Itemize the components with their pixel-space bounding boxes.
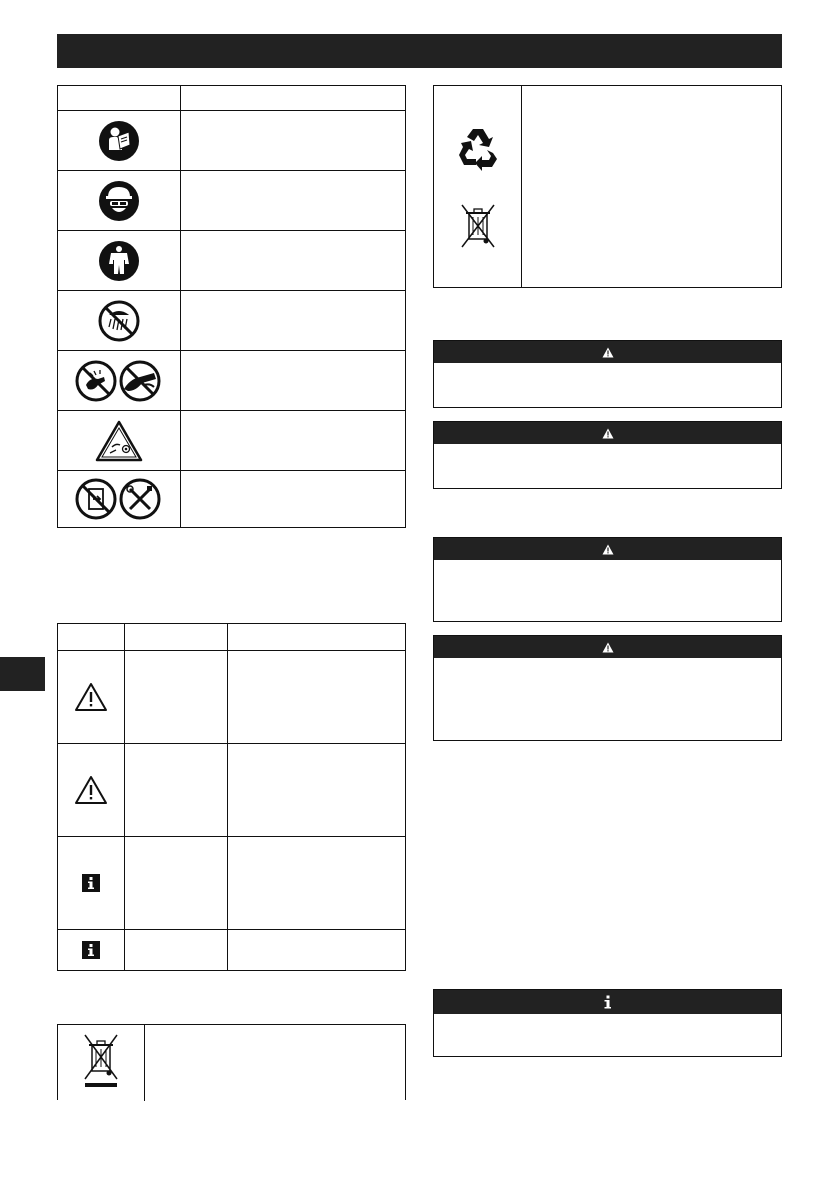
info-icon xyxy=(604,995,612,1009)
info-box xyxy=(433,989,782,1057)
warning-triangle-icon xyxy=(602,642,614,653)
hazard-row xyxy=(58,930,406,971)
symbols-header-symbol xyxy=(58,86,181,111)
symbols-table xyxy=(57,85,406,528)
symbols-row-text xyxy=(181,351,406,411)
symbols-row-text xyxy=(181,231,406,291)
section-header-bar xyxy=(57,34,782,68)
language-side-tab xyxy=(0,657,45,691)
hazard-row-text xyxy=(228,744,406,837)
symbols-row-text xyxy=(181,411,406,471)
symbols-row xyxy=(58,231,406,291)
warning-box xyxy=(433,340,782,408)
hazard-row-word xyxy=(125,651,228,744)
hazard-row xyxy=(58,651,406,744)
protective-clothing-icon xyxy=(98,240,140,282)
hazard-row-word xyxy=(125,837,228,930)
symbols-row-text xyxy=(181,471,406,528)
hazard-table-header xyxy=(58,624,406,651)
recycle-box xyxy=(433,85,782,288)
symbols-row xyxy=(58,471,406,528)
symbols-row xyxy=(58,411,406,471)
warning-box xyxy=(433,635,782,741)
symbols-row xyxy=(58,351,406,411)
info-icon xyxy=(82,941,100,959)
info-icon xyxy=(82,874,100,892)
symbols-row-text xyxy=(181,111,406,171)
hazard-row-word xyxy=(125,744,228,837)
hazard-header-signal-word xyxy=(125,624,228,651)
warning-triangle-icon xyxy=(602,544,614,555)
read-manual-icon xyxy=(98,120,140,162)
recycle-icon xyxy=(453,123,503,173)
symbols-row-text xyxy=(181,291,406,351)
keep-hands-away-icon xyxy=(74,359,164,403)
hazard-header-meaning xyxy=(228,624,406,651)
remove-battery-before-maintenance-icon xyxy=(74,477,164,521)
warning-triangle-icon xyxy=(74,682,108,712)
warning-triangle-icon xyxy=(602,428,614,439)
symbols-row-text xyxy=(181,171,406,231)
disposal-box-divider xyxy=(144,1025,145,1101)
warning-box xyxy=(433,537,782,622)
no-rain-icon xyxy=(97,299,141,343)
warning-box-bar xyxy=(434,341,781,363)
symbols-row xyxy=(58,291,406,351)
hazard-row-text xyxy=(228,837,406,930)
hazard-row xyxy=(58,744,406,837)
helmet-goggles-mask-icon xyxy=(98,180,140,222)
warning-box-bar xyxy=(434,538,781,560)
info-box-bar xyxy=(434,990,781,1014)
hazard-header-symbol xyxy=(58,624,125,651)
recycle-text xyxy=(522,86,782,288)
warning-triangle-icon xyxy=(74,775,108,805)
hazard-row-word xyxy=(125,930,228,971)
crossed-bin-bar-icon xyxy=(79,1031,123,1091)
hazard-table xyxy=(57,623,406,971)
symbols-table-header xyxy=(58,86,406,111)
hazard-row-text xyxy=(228,651,406,744)
hazard-row xyxy=(58,837,406,930)
hazard-row-text xyxy=(228,930,406,971)
disposal-box xyxy=(57,1024,406,1100)
symbols-row xyxy=(58,171,406,231)
symbols-row xyxy=(58,111,406,171)
warning-box xyxy=(433,421,782,489)
warning-triangle-icon xyxy=(602,347,614,358)
thrown-objects-warning-icon xyxy=(94,419,144,463)
symbols-header-meaning xyxy=(181,86,406,111)
warning-box-bar xyxy=(434,422,781,444)
warning-box-bar xyxy=(434,636,781,658)
crossed-bin-icon xyxy=(456,201,500,251)
